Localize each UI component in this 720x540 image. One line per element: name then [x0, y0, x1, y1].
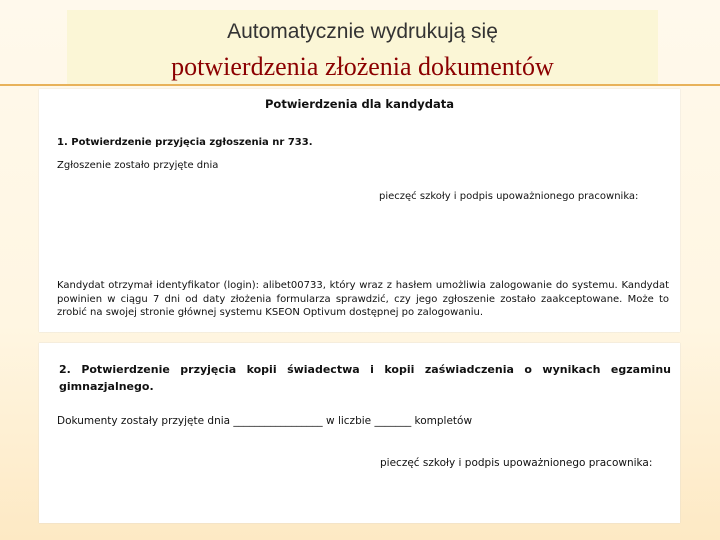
- confirmation-panel-documents: [39, 343, 680, 523]
- panel2-stamp-signature-label: pieczęć szkoły i podpis upoważnionego pracownika:: [380, 457, 653, 469]
- slide-title-line2: potwierdzenia złożenia dokumentów: [171, 52, 554, 81]
- panel2-documents-line: Dokumenty zostały przyjęte dnia _________________ w liczbie _______ kompletów: [57, 415, 473, 427]
- panel1-stamp-signature-label: pieczęć szkoły i podpis upoważnionego pracownika:: [379, 191, 639, 202]
- panel1-submission-date-line: Zgłoszenie zostało przyjęte dnia: [57, 160, 219, 171]
- accent-divider: [0, 84, 720, 86]
- panel1-section1-title: 1. Potwierdzenie przyjęcia zgłoszenia nr 733.: [57, 137, 313, 148]
- confirmation-panel-candidate: [39, 89, 680, 332]
- slide-title-line1: Automatycznie wydrukują się: [227, 20, 498, 43]
- panel1-login-note: Kandydat otrzymał identyfikator (login): alibet00733, który wraz z hasłem umożliwia zalogowanie do systemu. Kandydat powinien w ciągu 7 dni od daty złożenia formularza sprawdzić, czy jego zgłoszenie zostało zaakceptowane. Może to zrobić na swojej stronie głównej systemu KSEON Optivum dostępnej po zalogowaniu.: [57, 280, 669, 318]
- panel2-heading: 2. Potwierdzenie przyjęcia kopii świadectwa i kopii zaświadczenia o wynikach egzaminu gimnazjalnego.: [59, 363, 671, 393]
- panel1-heading: Potwierdzenia dla kandydata: [265, 97, 454, 111]
- slide-title-box: [67, 10, 658, 86]
